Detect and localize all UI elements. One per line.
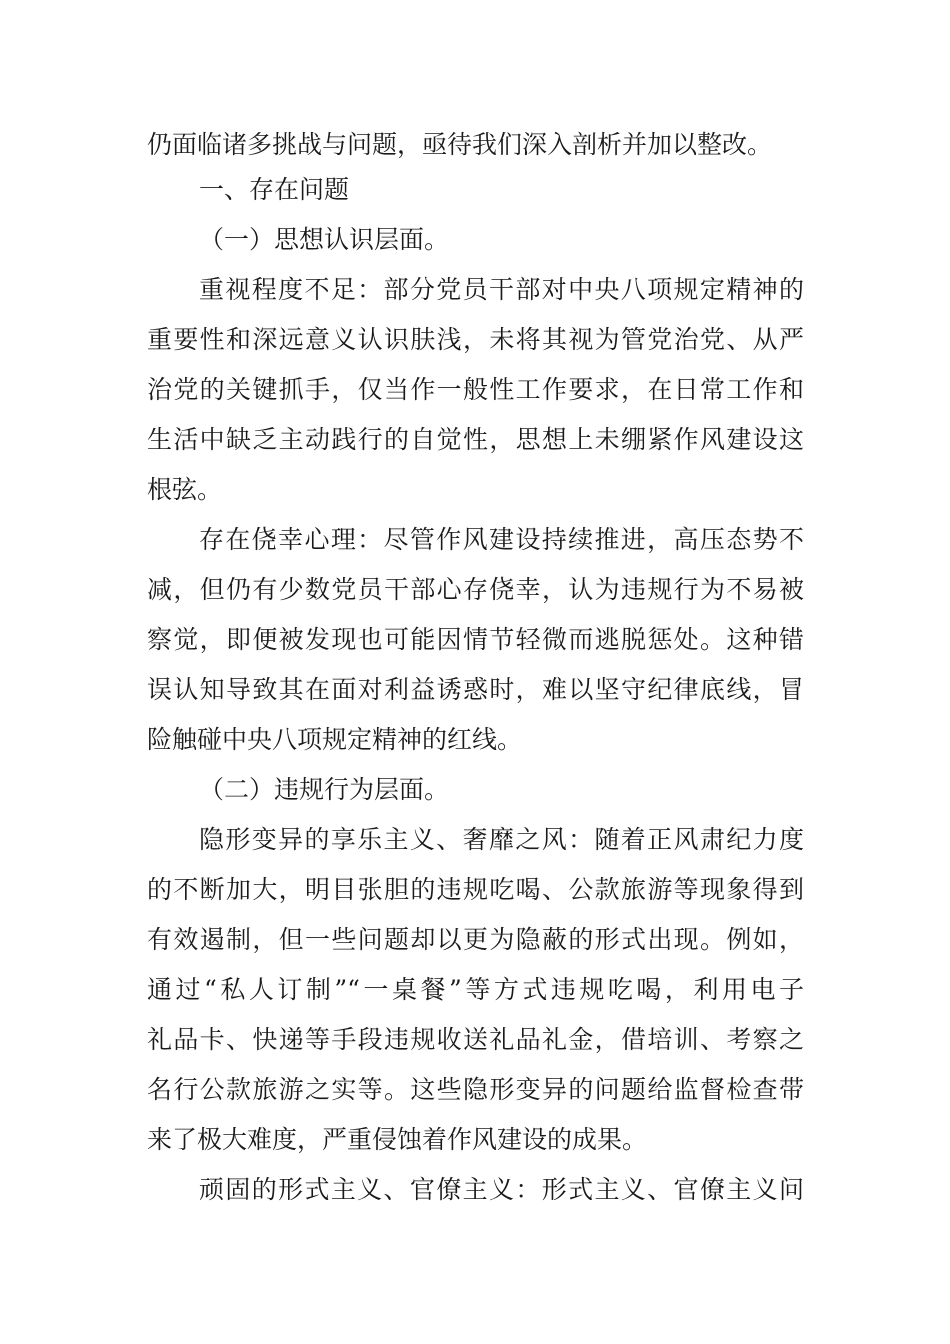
paragraph bbox=[147, 515, 804, 765]
text-line: 来了极大难度，严重侵蚀着作风建设的成果。 bbox=[147, 1125, 648, 1154]
text-line: 生活中缺乏主动践行的自觉性，思想上未绷紧作风建设这 bbox=[147, 425, 804, 454]
text-line: 重视程度不足：部分党员干部对中央八项规定精神的 bbox=[199, 275, 804, 304]
text-line: 仍面临诸多挑战与问题，亟待我们深入剖析并加以整改。 bbox=[147, 130, 773, 159]
paragraph bbox=[147, 265, 804, 515]
paragraph bbox=[147, 120, 804, 170]
text-line: 根弦。 bbox=[147, 475, 223, 504]
text-line: 存在侥幸心理：尽管作风建设持续推进，高压态势不 bbox=[199, 525, 804, 554]
text-line: 减，但仍有少数党员干部心存侥幸，认为违规行为不易被 bbox=[147, 575, 804, 604]
text-line: 名行公款旅游之实等。这些隐形变异的问题给监督检查带 bbox=[147, 1075, 804, 1104]
text-line: 隐形变异的享乐主义、奢靡之风：随着正风肃纪力度 bbox=[199, 825, 804, 854]
text-line: 重要性和深远意义认识肤浅，未将其视为管党治党、从严 bbox=[147, 325, 804, 354]
text-line: 误认知导致其在面对利益诱惑时，难以坚守纪律底线，冒 bbox=[147, 675, 804, 704]
document-page bbox=[147, 120, 804, 1215]
paragraph bbox=[147, 815, 804, 1165]
paragraph bbox=[147, 1165, 804, 1215]
text-line: 察觉，即便被发现也可能因情节轻微而逃脱惩处。这种错 bbox=[147, 625, 804, 654]
section-heading bbox=[147, 165, 804, 215]
text-line: 通过“私人订制”“一桌餐”等方式违规吃喝，利用电子 bbox=[147, 975, 804, 1004]
text-line: 礼品卡、快递等手段违规收送礼品礼金，借培训、考察之 bbox=[147, 1025, 804, 1054]
subsection-heading bbox=[147, 765, 804, 815]
text-line: （一）思想认识层面。 bbox=[199, 225, 450, 254]
text-line: 的不断加大，明目张胆的违规吃喝、公款旅游等现象得到 bbox=[147, 875, 804, 904]
subsection-heading bbox=[147, 215, 804, 265]
text-line: 有效遏制，但一些问题却以更为隐蔽的形式出现。例如， bbox=[147, 925, 804, 954]
text-line: 一、存在问题 bbox=[199, 175, 350, 204]
text-line: 险触碰中央八项规定精神的红线。 bbox=[147, 725, 523, 754]
text-line: 顽固的形式主义、官僚主义：形式主义、官僚主义问 bbox=[199, 1175, 804, 1204]
text-line: 治党的关键抓手，仅当作一般性工作要求，在日常工作和 bbox=[147, 375, 804, 404]
text-line: （二）违规行为层面。 bbox=[199, 775, 450, 804]
